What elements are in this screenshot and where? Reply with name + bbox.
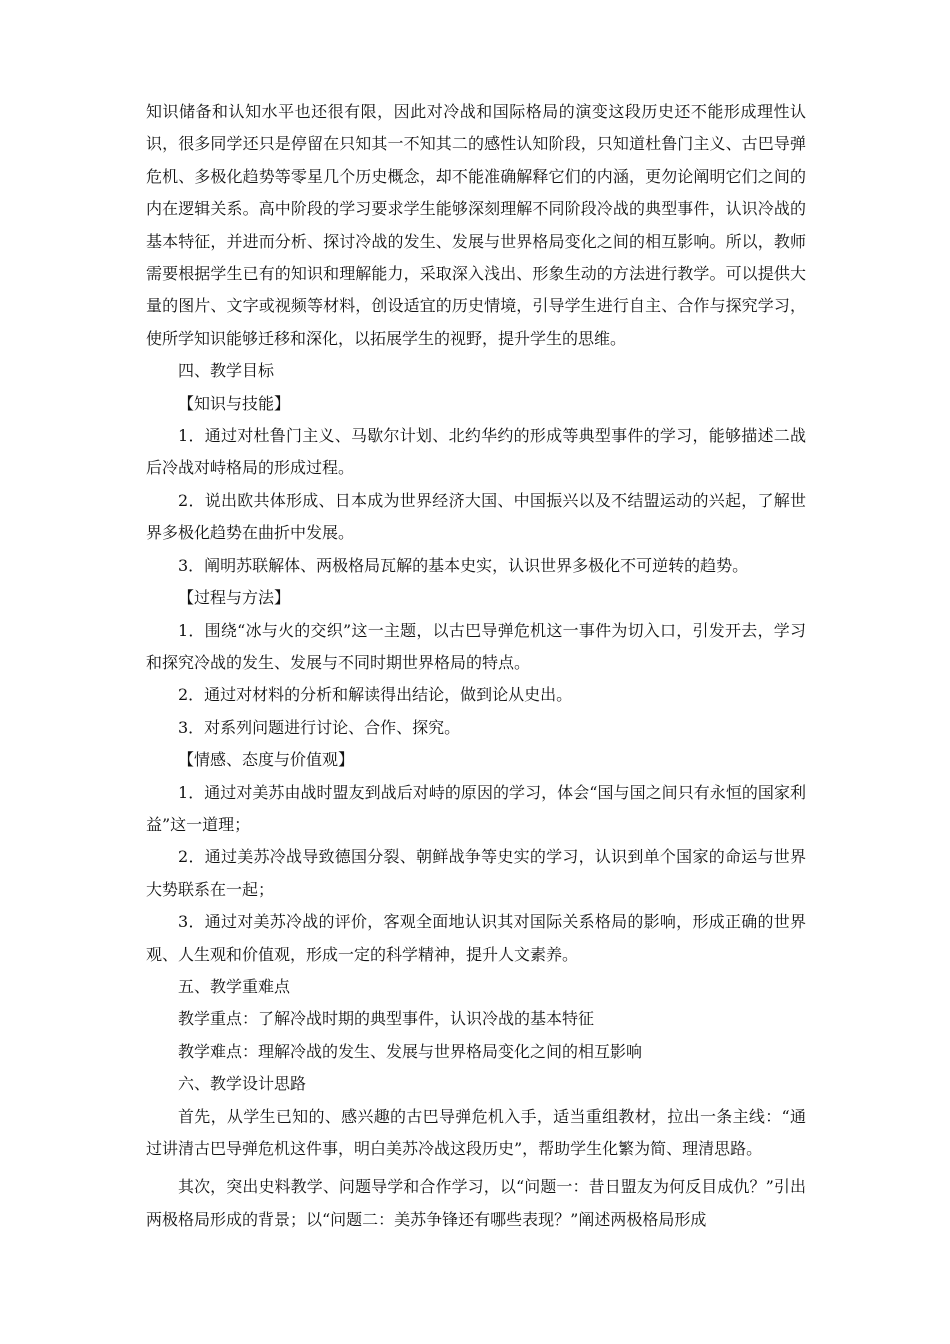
list-item: 2．说出欧共体形成、日本成为世界经济大国、中国振兴以及不结盟运动的兴起，了解世界多极化趋势在曲折中发展。 [146, 490, 806, 543]
list-item: 3．通过对美苏冷战的评价，客观全面地认识其对国际关系格局的影响，形成正确的世界观、人生观和价值观，形成一定的科学精神，提升人文素养。 [146, 912, 806, 964]
difficult-point: 教学难点：理解冷战的发生、发展与世界格局变化之间的相互影响 [178, 1041, 643, 1061]
list-item: 3．阐明苏联解体、两极格局瓦解的基本史实，认识世界多极化不可逆转的趋势。 [178, 555, 749, 575]
subheading-knowledge-skills: 【知识与技能】 [178, 393, 291, 413]
list-item: 1．通过对杜鲁门主义、马歇尔计划、北约华约的形成等典型事件的学习，能够描述二战后冷战对峙格局的形成过程。 [146, 426, 806, 478]
paragraph-student-analysis: 知识储备和认知水平也还很有限，因此对冷战和国际格局的演变这段历史还不能形成理性认识，很多同学还只是停留在只知其一不知其二的感性认知阶段，只知道杜鲁门主义、古巴导弹危机、多极化趋势等零星几个历史概念，却不能准确解释它们的内涵，更勿论阐明它们之间的内在逻辑关系。高中阶段的学习要求学生能够深刻理解不同阶段冷战的典型事件，认识冷战的基本特征，并进而分析、探讨冷战的发生、发展与世界格局变化之间的相互影响。所以，教师需要根据学生已有的知识和理解能力，采取深入浅出、形象生动的方法进行教学。可以提供大量的图片、文字或视频等材料，创设适宜的历史情境，引导学生进行自主、合作与探究学习，使所学知识能够迁移和深化，以拓展学生的视野，提升学生的思维。 [146, 102, 806, 348]
subheading-process-methods: 【过程与方法】 [178, 588, 291, 608]
subheading-emotions-values: 【情感、态度与价值观】 [178, 750, 355, 770]
key-point: 教学重点：了解冷战时期的典型事件，认识冷战的基本特征 [178, 1009, 595, 1029]
document-page [146, 96, 806, 1236]
list-item: 1．围绕“冰与火的交织”这一主题，以古巴导弹危机这一事件为切入口，引发开去，学习和探究冷战的发生、发展与不同时期世界格局的特点。 [146, 620, 806, 672]
heading-teaching-objectives: 四、教学目标 [178, 361, 275, 381]
paragraph-first: 首先，从学生已知的、感兴趣的古巴导弹危机入手，适当重组教材，拉出一条主线：“通过讲清古巴导弹危机这件事，明白美苏冷战这段历史”，帮助学生化繁为简、理清思路。 [146, 1106, 806, 1158]
list-item: 3．对系列问题进行讨论、合作、探究。 [178, 717, 461, 737]
heading-key-difficult-points: 五、教学重难点 [178, 976, 291, 996]
paragraph-second: 其次，突出史料教学、问题导学和合作学习，以“问题一：昔日盟友为何反目成仇？”引出两极格局形成的背景；以“问题二：美苏争锋还有哪些表现？”阐述两极格局形成 [146, 1177, 806, 1229]
heading-design-approach: 六、教学设计思路 [178, 1074, 307, 1094]
list-item: 2．通过对材料的分析和解读得出结论，做到论从史出。 [178, 685, 573, 705]
list-item: 2．通过美苏冷战导致德国分裂、朝鲜战争等史实的学习，认识到单个国家的命运与世界大势联系在一起； [146, 847, 806, 899]
list-item: 1．通过对美苏由战时盟友到战后对峙的原因的学习，体会“国与国之间只有永恒的国家利益”这一道理； [146, 782, 806, 834]
